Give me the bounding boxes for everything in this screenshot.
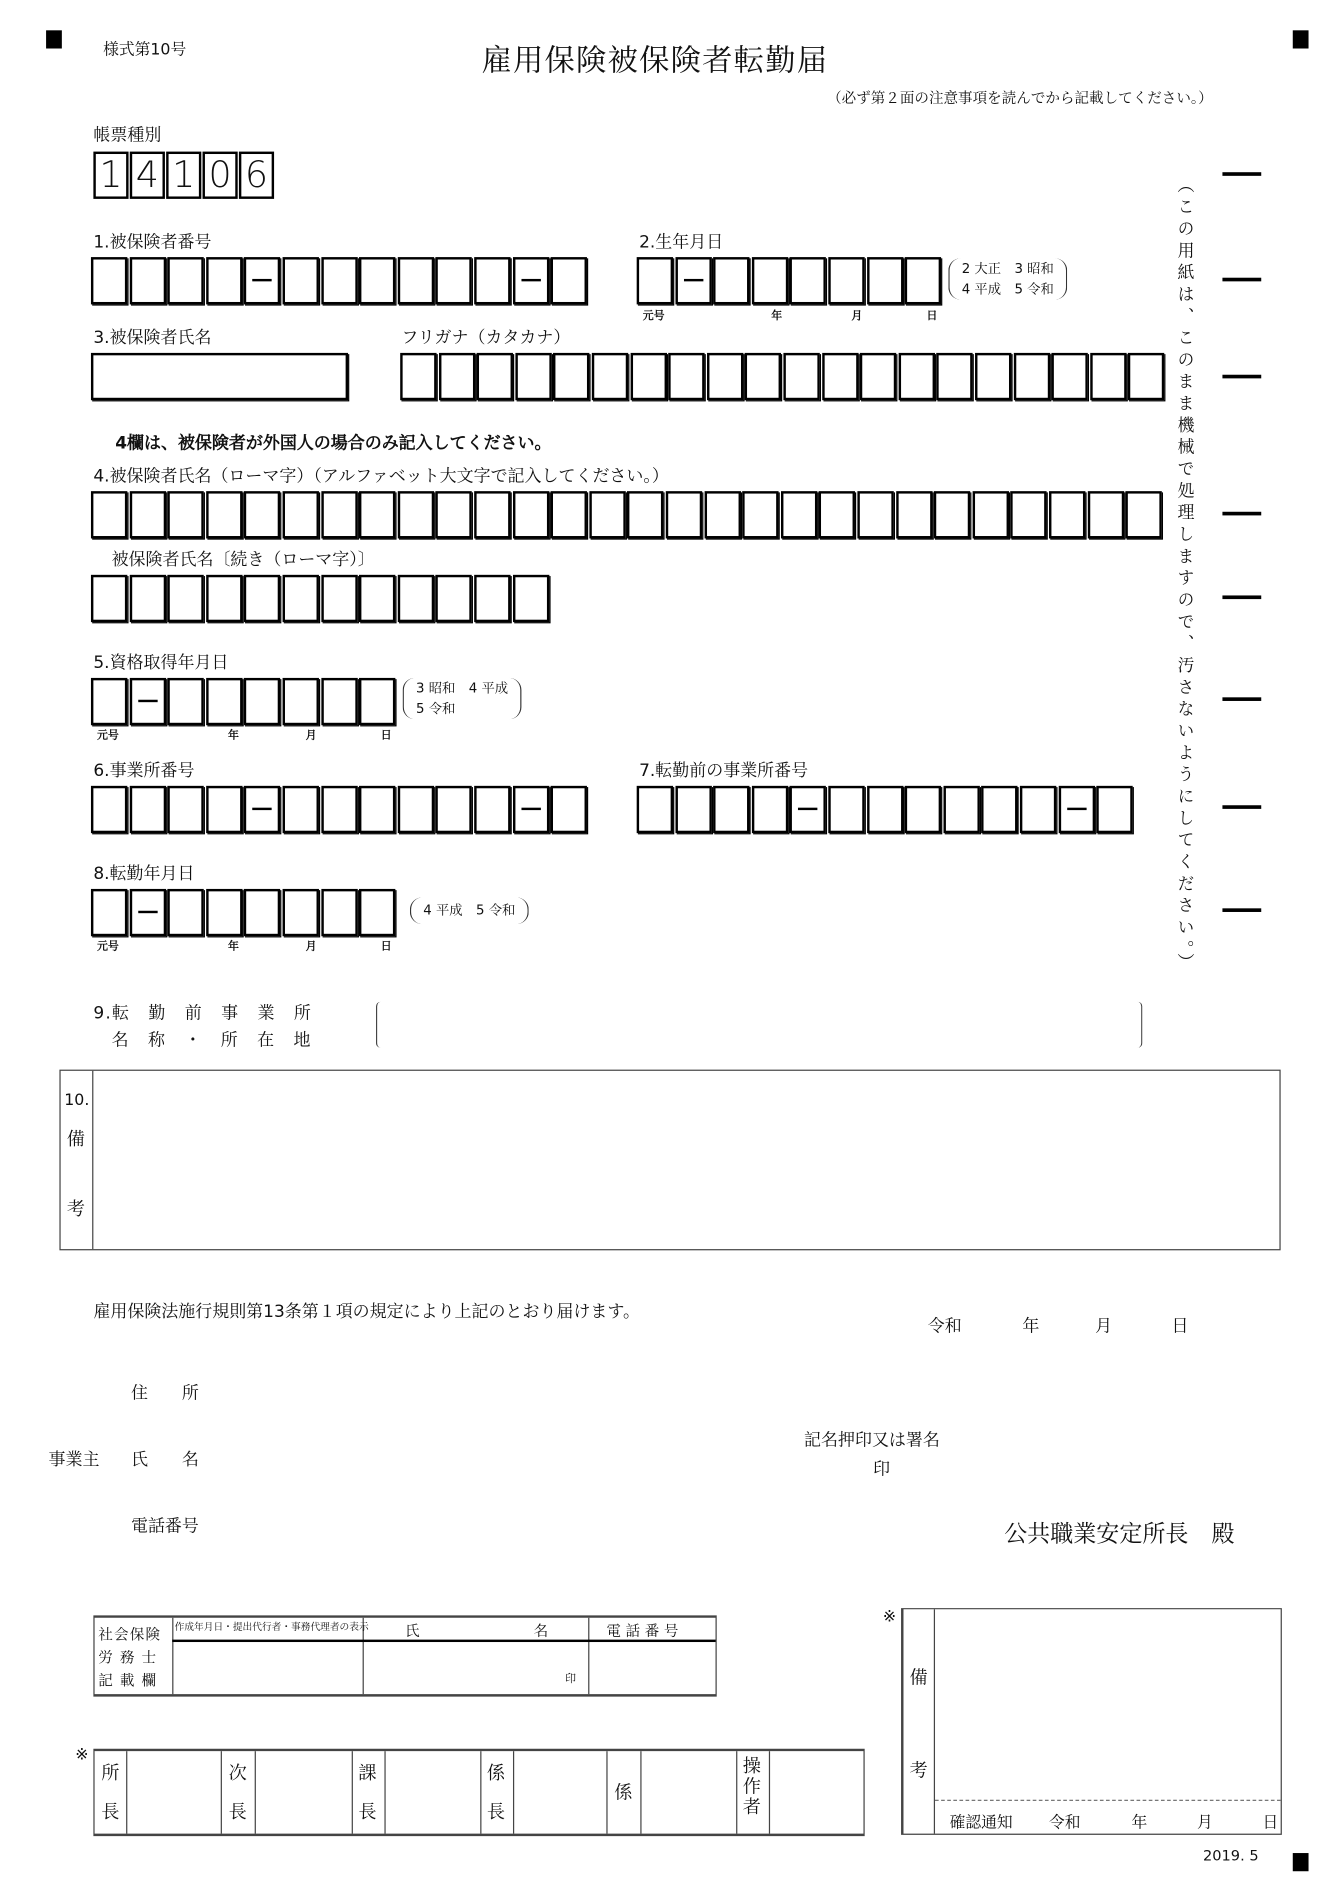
form-number: 様式第10号 (103, 41, 187, 60)
roman-name-cont-box[interactable] (244, 575, 280, 622)
previous-office-number-box[interactable] (1058, 786, 1094, 833)
roman-name-cont-box[interactable] (168, 575, 204, 622)
sharoushi-label (98, 1624, 161, 1693)
registration-mark (46, 30, 62, 48)
previous-office-number-box[interactable] (943, 786, 979, 833)
insured-number-box[interactable] (398, 257, 434, 304)
acquisition-date-box[interactable] (206, 678, 242, 725)
furigana-box[interactable] (1052, 353, 1088, 400)
name-label: 氏 名 (130, 1450, 199, 1470)
roman-name-box[interactable] (1049, 491, 1085, 538)
sharoushi-col1-header: 作成年月日・提出代行者・事務代理者の表示 (174, 1621, 369, 1633)
roman-name-box[interactable] (129, 491, 165, 538)
office-number-box[interactable] (359, 786, 395, 833)
office-number-box[interactable] (168, 786, 204, 833)
label-char: 長 (358, 1800, 377, 1823)
roman-name-cont-box[interactable] (474, 575, 510, 622)
roman-name-box[interactable] (168, 491, 204, 538)
registration-mark (1293, 30, 1309, 48)
furigana-box[interactable] (975, 353, 1011, 400)
remarks-char: 備 (909, 1666, 928, 1689)
roman-name-box[interactable] (627, 491, 663, 538)
roman-name-box[interactable] (1087, 491, 1123, 538)
previous-office-number-box[interactable] (637, 786, 673, 833)
statement-text: 雇用保険法施行規則第13条第１項の規定により上記のとおり届けます。 (93, 1302, 640, 1322)
birth-date-label: 2.生年月日 (639, 232, 724, 253)
roman-name-cont-box[interactable] (129, 575, 165, 622)
office-number-box[interactable] (91, 786, 127, 833)
remarks-number: 10. (64, 1091, 90, 1110)
previous-office-number-box[interactable] (675, 786, 711, 833)
roman-name-box[interactable] (206, 491, 242, 538)
office-number-box[interactable] (244, 786, 280, 833)
furigana-box[interactable] (439, 353, 475, 400)
transfer-date-box[interactable] (168, 889, 204, 936)
previous-office-number-box[interactable] (1097, 786, 1133, 833)
roman-name-box[interactable] (283, 491, 319, 538)
confirm-year: 年 (1131, 1814, 1148, 1833)
roman-name-box[interactable] (91, 491, 127, 538)
roman-name-box[interactable] (244, 491, 280, 538)
label-section-chief (358, 1761, 377, 1824)
date-month: 月 (1095, 1317, 1113, 1337)
furigana-box[interactable] (745, 353, 781, 400)
furigana-box[interactable] (937, 353, 973, 400)
roman-name-box[interactable] (742, 491, 778, 538)
label-director (101, 1761, 120, 1824)
roman-name-cont-box[interactable] (206, 575, 242, 622)
transfer-date-box[interactable] (206, 889, 242, 936)
acquisition-date-box[interactable] (283, 678, 319, 725)
sharoushi-label-line: 社会保険 (98, 1626, 162, 1644)
office-number-box[interactable] (512, 786, 548, 833)
timing-mark (1222, 278, 1261, 282)
previous-office-number-box[interactable] (752, 786, 788, 833)
date-day: 日 (1171, 1317, 1189, 1337)
form-type-digit: 1 (166, 152, 201, 199)
roman-name-box[interactable] (398, 491, 434, 538)
label-char: 長 (486, 1800, 506, 1823)
previous-office-number-box[interactable] (905, 786, 941, 833)
previous-office-label: 9.転 勤 前 事 業 所 (93, 1004, 313, 1024)
furigana-box[interactable] (515, 353, 551, 400)
sharoushi-table (93, 1615, 716, 1696)
timing-mark (1222, 512, 1261, 516)
transfer-date-box[interactable] (283, 889, 319, 936)
employer-label: 事業主 (48, 1450, 100, 1470)
note-mark: ※ (882, 1608, 897, 1627)
timing-mark (1222, 172, 1261, 176)
acquisition-date-label: 5.資格取得年月日 (93, 653, 229, 674)
insured-number-label: 1.被保険者番号 (93, 232, 212, 253)
sharoushi-col3-header: 電 話 番 号 (606, 1622, 679, 1640)
roman-name-box[interactable] (321, 491, 357, 538)
foreign-note: 4欄は、被保険者が外国人の場合のみ記入してください。 (115, 434, 552, 454)
era-note-line: 2 大正 3 昭和 (961, 260, 1054, 277)
roman-name-cont-box[interactable] (436, 575, 472, 622)
signature-label: 記名押印又は署名 (804, 1431, 940, 1451)
previous-office-number-label: 7.転勤前の事業所番号 (639, 761, 809, 781)
furigana-box[interactable] (822, 353, 858, 400)
remarks-label-column (903, 1609, 935, 1833)
furigana-box[interactable] (860, 353, 896, 400)
label-deputy (228, 1761, 247, 1824)
insured-name-label: 3.被保険者氏名 (93, 328, 212, 349)
office-number-box[interactable] (283, 786, 319, 833)
roman-name-cont-box[interactable] (321, 575, 357, 622)
label-staff: 係 (614, 1781, 633, 1804)
sharoushi-seal: 印 (565, 1673, 577, 1686)
date-era: 令和 (927, 1317, 962, 1337)
roman-name-box[interactable] (819, 491, 855, 538)
furigana-box[interactable] (707, 353, 743, 400)
roman-name-cont-box[interactable] (359, 575, 395, 622)
remarks-box[interactable] (59, 1070, 1280, 1251)
furigana-box[interactable] (1128, 353, 1164, 400)
label-char: 長 (228, 1800, 247, 1823)
timing-mark (1222, 595, 1261, 599)
insured-number-box[interactable] (551, 257, 587, 304)
previous-office-number-box[interactable] (713, 786, 749, 833)
confirm-notice-label: 確認通知 (949, 1814, 1013, 1833)
office-number-box[interactable] (551, 786, 587, 833)
furigana-box[interactable] (668, 353, 704, 400)
timing-mark (1222, 697, 1261, 701)
roman-name-box[interactable] (1011, 491, 1047, 538)
previous-office-number-box[interactable] (982, 786, 1018, 833)
sharoushi-col2-header: 氏 (405, 1622, 420, 1640)
date-year: 年 (1022, 1317, 1040, 1337)
era-note (410, 897, 529, 924)
month-caption: 月 (851, 310, 863, 323)
era-note (948, 258, 1067, 299)
furigana-box[interactable] (400, 353, 436, 400)
address-label: 住 所 (130, 1383, 199, 1404)
birth-date-box[interactable] (675, 257, 711, 304)
era-note-line: 3 昭和 4 平成 (415, 680, 509, 697)
phone-label: 電話番号 (130, 1517, 199, 1537)
office-number-box[interactable] (474, 786, 510, 833)
insured-number-box[interactable] (321, 257, 357, 304)
remarks-char: 考 (909, 1759, 928, 1782)
roman-name-box[interactable] (436, 491, 472, 538)
insured-number-box[interactable] (283, 257, 319, 304)
roman-name-cont-box[interactable] (512, 575, 548, 622)
label-char: 次 (228, 1762, 247, 1784)
birth-date-box[interactable] (905, 257, 941, 304)
label-char: 係 (486, 1762, 506, 1784)
year-caption: 年 (227, 730, 239, 743)
era-caption: 元号 (97, 941, 119, 954)
insured-number-box[interactable] (359, 257, 395, 304)
remarks-char: 備 (66, 1127, 85, 1150)
roman-name-box[interactable] (551, 491, 587, 538)
insured-number-box[interactable] (206, 257, 242, 304)
year-caption: 年 (227, 941, 239, 954)
office-remarks-box (901, 1608, 1282, 1835)
furigana-box[interactable] (1013, 353, 1049, 400)
transfer-date-box[interactable] (244, 889, 280, 936)
roman-name-cont-box[interactable] (91, 575, 127, 622)
roman-name-cont-box[interactable] (283, 575, 319, 622)
previous-office-number-box[interactable] (867, 786, 903, 833)
confirm-day: 日 (1262, 1814, 1279, 1833)
office-number-box[interactable] (398, 786, 434, 833)
month-caption: 月 (305, 730, 317, 743)
furigana-label: フリガナ（カタカナ） (401, 328, 571, 349)
acquisition-date-box[interactable] (91, 678, 127, 725)
sharoushi-name-cell[interactable] (364, 1618, 590, 1694)
label-char: 者 (742, 1796, 761, 1818)
instruction-note: （必ず第２面の注意事項を読んでから記載してください。） (827, 89, 1213, 107)
sharoushi-col2-header: 名 (533, 1622, 549, 1640)
label-char: 操 (742, 1754, 761, 1777)
remarks-char: 考 (66, 1198, 85, 1221)
previous-office-number-box[interactable] (828, 786, 864, 833)
year-caption: 年 (771, 310, 783, 323)
previous-office-label-2: 名 称 ・ 所 在 地 (111, 1030, 312, 1051)
insured-number-box[interactable] (244, 257, 280, 304)
label-operator (742, 1756, 761, 1818)
acquisition-date-box[interactable] (129, 678, 165, 725)
transfer-date-box[interactable] (359, 889, 395, 936)
insured-number-box[interactable] (91, 257, 127, 304)
transfer-date-box[interactable] (129, 889, 165, 936)
roman-name-box[interactable] (857, 491, 893, 538)
day-caption: 日 (380, 730, 392, 743)
transfer-date-label: 8.転勤年月日 (93, 864, 195, 885)
form-type-digit: 6 (239, 152, 274, 199)
previous-office-number-box[interactable] (790, 786, 826, 833)
birth-date-box[interactable] (713, 257, 749, 304)
birth-date-box[interactable] (867, 257, 903, 304)
roman-name-box[interactable] (972, 491, 1008, 538)
side-note: （この用紙は、このまま機械で処理しますので、汚さないようにしてください。） (1175, 175, 1195, 976)
acquisition-date-box[interactable] (244, 678, 280, 725)
birth-date-box[interactable] (637, 257, 673, 304)
roman-name-cont-box[interactable] (398, 575, 434, 622)
insured-number-box[interactable] (512, 257, 548, 304)
roman-name-cont-label: 被保険者氏名〔続き（ローマ字）〕 (111, 550, 375, 570)
label-char: 長 (101, 1800, 120, 1823)
furigana-box[interactable] (783, 353, 819, 400)
day-caption: 日 (926, 310, 938, 323)
roman-name-box[interactable] (896, 491, 932, 538)
timing-mark (1222, 908, 1261, 912)
acquisition-date-box[interactable] (359, 678, 395, 725)
month-caption: 月 (305, 941, 317, 954)
insured-number-box[interactable] (474, 257, 510, 304)
roman-name-box[interactable] (1126, 491, 1162, 538)
office-number-label: 6.事業所番号 (93, 761, 195, 781)
label-char: 課 (358, 1762, 377, 1784)
roman-name-box[interactable] (474, 491, 510, 538)
era-note-line: 4 平成 5 令和 (961, 281, 1054, 298)
furigana-box[interactable] (630, 353, 666, 400)
roman-name-label: 4.被保険者氏名（ローマ字）（アルファベット大文字で記入してください。） (93, 466, 669, 487)
previous-office-number-box[interactable] (1020, 786, 1056, 833)
seal-label: 印 (873, 1460, 891, 1480)
sharoushi-label-line: 記 載 欄 (98, 1672, 158, 1690)
sharoushi-label-line: 労 務 士 (98, 1649, 158, 1667)
form-type-digit: 1 (93, 152, 128, 199)
roman-name-box[interactable] (512, 491, 548, 538)
insured-number-box[interactable] (436, 257, 472, 304)
office-number-box[interactable] (129, 786, 165, 833)
label-unit-chief (486, 1761, 505, 1824)
furigana-box[interactable] (592, 353, 628, 400)
insured-number-box[interactable] (129, 257, 165, 304)
confirm-era: 令和 (1049, 1814, 1081, 1833)
furigana-box[interactable] (898, 353, 934, 400)
acquisition-date-box[interactable] (321, 678, 357, 725)
office-number-box[interactable] (206, 786, 242, 833)
era-note-line: 5 令和 (415, 700, 456, 717)
era-note-line: 4 平成 5 令和 (423, 902, 516, 919)
birth-date-box[interactable] (828, 257, 864, 304)
page-title: 雇用保険被保険者転勤届 (481, 42, 829, 78)
version-label: 2019. 5 (1203, 1846, 1259, 1864)
transfer-date-box[interactable] (321, 889, 357, 936)
previous-office-input[interactable] (376, 1002, 1142, 1048)
birth-date-box[interactable] (790, 257, 826, 304)
note-mark: ※ (75, 1746, 89, 1765)
confirm-month: 月 (1196, 1814, 1213, 1833)
registration-mark (1293, 1853, 1309, 1871)
office-number-box[interactable] (321, 786, 357, 833)
office-approval-table (93, 1749, 864, 1836)
roman-name-box[interactable] (589, 491, 625, 538)
roman-name-box[interactable] (781, 491, 817, 538)
furigana-box[interactable] (1090, 353, 1126, 400)
dashed-divider (935, 1800, 1281, 1801)
label-char: 所 (101, 1762, 120, 1784)
insured-name-field[interactable] (91, 353, 348, 400)
transfer-date-box[interactable] (91, 889, 127, 936)
acquisition-date-box[interactable] (168, 678, 204, 725)
insured-number-box[interactable] (168, 257, 204, 304)
timing-mark (1222, 375, 1261, 379)
furigana-box[interactable] (553, 353, 589, 400)
roman-name-box[interactable] (704, 491, 740, 538)
furigana-box[interactable] (477, 353, 513, 400)
roman-name-box[interactable] (666, 491, 702, 538)
label-char: 作 (742, 1775, 761, 1798)
era-note (403, 678, 522, 719)
form-type-label: 帳票種別 (93, 126, 162, 146)
form-type-digit: 0 (203, 152, 238, 199)
addressee: 公共職業安定所長 殿 (1004, 1520, 1235, 1548)
form-type-digit: 4 (130, 152, 165, 199)
roman-name-box[interactable] (934, 491, 970, 538)
era-caption: 元号 (97, 730, 119, 743)
day-caption: 日 (380, 941, 392, 954)
timing-mark (1222, 805, 1261, 809)
birth-date-box[interactable] (752, 257, 788, 304)
era-caption: 元号 (642, 310, 665, 323)
roman-name-box[interactable] (359, 491, 395, 538)
office-number-box[interactable] (436, 786, 472, 833)
